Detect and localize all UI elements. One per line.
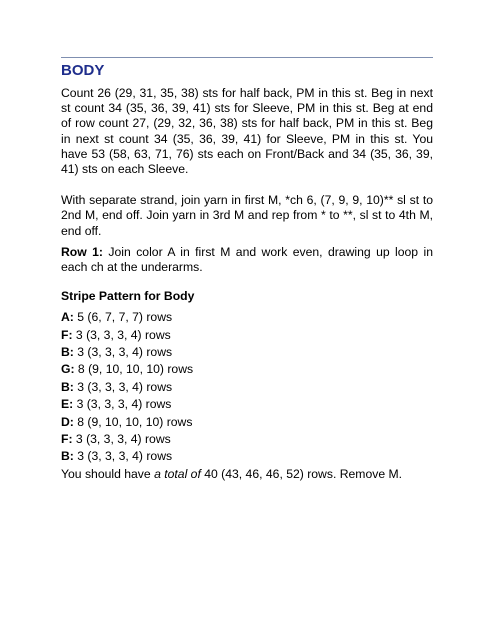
stripe-color: E: [61,397,74,412]
stripe-rows: 3 (3, 3, 3, 4) rows [73,397,172,412]
stripe-pattern-list [61,310,433,464]
underarm-paragraph: With separate strand, join yarn in first M, *ch 6, (7, 9, 9, 10)** sl st to 2nd M, end off. Join yarn in 3rd M and rep from * to **, sl st to 4th M, end off. [61,193,433,238]
stripe-row [61,328,433,343]
stripe-row [61,432,433,447]
total-before: You should have [61,467,155,482]
stripe-rows: 3 (3, 3, 3, 4) rows [72,327,171,342]
stripe-rows: 3 (3, 3, 3, 4) rows [72,431,171,446]
stripe-color: F: [61,327,73,342]
stripe-row [61,362,433,377]
stripe-color: B: [61,345,74,360]
stripe-rows: 5 (6, 7, 7, 7) rows [73,310,173,325]
stripe-row [61,380,433,395]
total-rows-paragraph [61,467,433,482]
stripe-rows: 3 (3, 3, 3, 4) rows [73,345,173,360]
stripe-rows: 8 (9, 10, 10, 10) rows [74,362,194,377]
stripe-color: A: [61,310,74,325]
stripe-rows: 3 (3, 3, 3, 4) rows [73,449,173,464]
stripe-color: D: [61,414,74,429]
row-1-paragraph [61,245,433,275]
sts-count-paragraph: Count 26 (29, 31, 35, 38) sts for half back, PM in this st. Beg in next st count 34 (35, 36, 39, 41) sts for Sleeve, PM in this st. Beg at end of row count 27, (29, 32, 36, 38) sts for half back, PM in this st. Beg in next st count 34 (35, 36, 39, 41) for Sleeve, PM in this st. You have 53 (58, 63, 71, 76) sts each on Front/Back and 34 (35, 36, 39, 41) sts on each Sleeve. [61,86,433,177]
stripe-color: B: [61,449,74,464]
row-1-text: Join color A in first M and work even, drawing up loop in each ch at the underarms. [61,244,433,275]
section-title: BODY [61,62,105,79]
stripe-row [61,415,433,430]
stripe-row [61,345,433,360]
document-page [61,57,433,482]
section-divider [61,57,433,58]
stripe-color: F: [61,431,73,446]
stripe-pattern-title: Stripe Pattern for Body [61,289,195,304]
stripe-rows: 8 (9, 10, 10, 10) rows [73,414,193,429]
stripe-color: G: [61,362,75,377]
stripe-rows: 3 (3, 3, 3, 4) rows [73,379,173,394]
stripe-color: B: [61,379,74,394]
row-1-label: Row 1: [61,244,103,259]
stripe-row [61,449,433,464]
total-emphasis: a total of [154,467,201,482]
total-after: 40 (43, 46, 46, 52) rows. Remove M. [200,467,403,482]
stripe-row [61,310,433,325]
stripe-row [61,397,433,412]
